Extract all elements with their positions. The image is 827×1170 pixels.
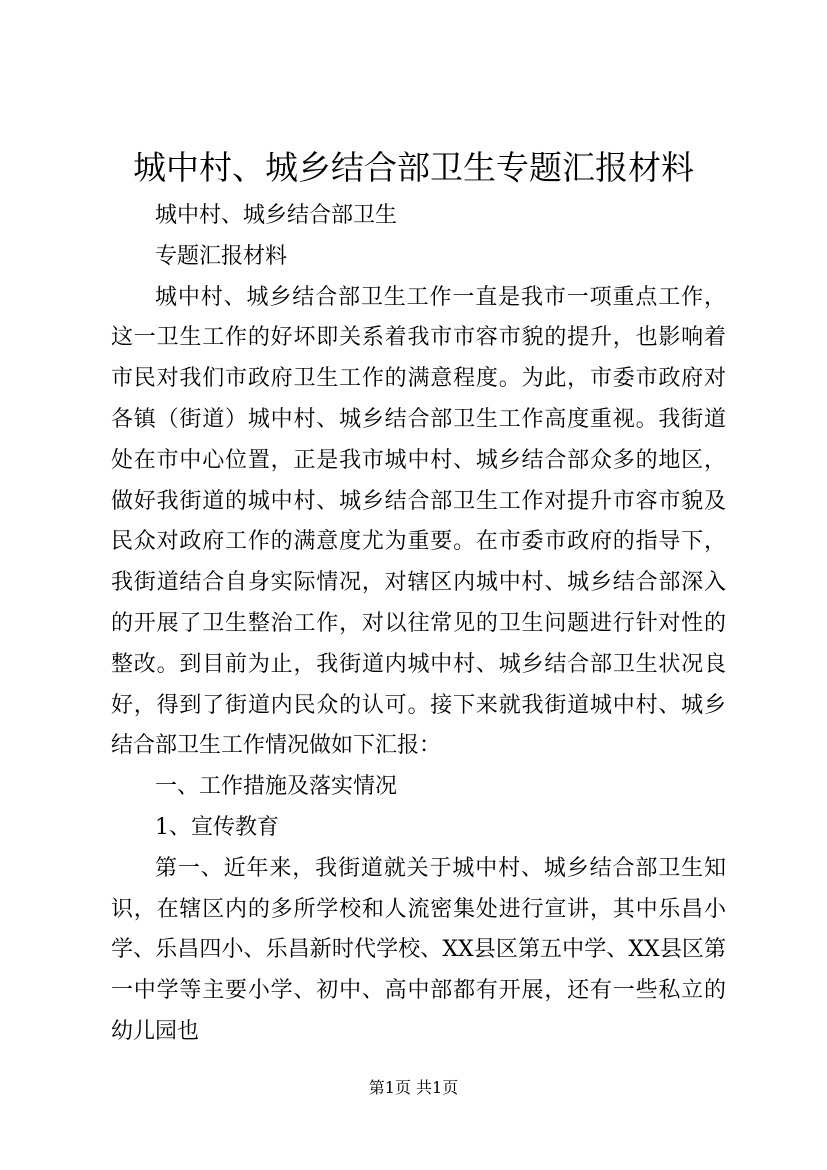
page-footer: 第1页 共1页 (368, 1078, 459, 1097)
section-heading-1: 一、工作措施及落实情况 (155, 774, 398, 800)
subtitle-line-2: 专题汇报材料 (155, 243, 288, 269)
subsection-heading-1: 1、宣传教育 (155, 814, 279, 840)
document-title: 城中村、城乡结合部卫生专题汇报材料 (133, 148, 694, 187)
subtitle-line-1: 城中村、城乡结合部卫生 (155, 203, 398, 228)
document-body (111, 196, 726, 1053)
paragraph-intro: 城中村、城乡结合部卫生工作一直是我市一项重点工作，这一卫生工作的好坏即关系着我市市容市貌的提升，也影响着市民对我们市政府卫生工作的满意程度。为此，市委市政府对各镇（街道）城中村、城乡结合部卫生工作高度重视。我街道处在市中心位置，正是我市城中村、城乡结合部众多的地区，做好我街道的城中村、城乡结合部卫生工作对提升市容市貌及民众对政府工作的满意度尤为重要。在市委市政府的指导下，我街道结合自身实际情况，对辖区内城中村、城乡结合部深入的开展了卫生整治工作，对以往常见的卫生问题进行针对性的整改。到目前为止，我街道内城中村、城乡结合部卫生状况良好，得到了街道内民众的认可。接下来就我街道城中村、城乡结合部卫生工作情况做如下汇报： (111, 284, 726, 759)
paragraph-education: 第一、近年来，我街道就关于城中村、城乡结合部卫生知识，在辖区内的多所学校和人流密集处进行宣讲，其中乐昌小学、乐昌四小、乐昌新时代学校、XX县区第五中学、XX县区第一中学等主要小学、初中、高中部都有开展，还有一些私立的幼儿园也 (111, 855, 726, 1044)
